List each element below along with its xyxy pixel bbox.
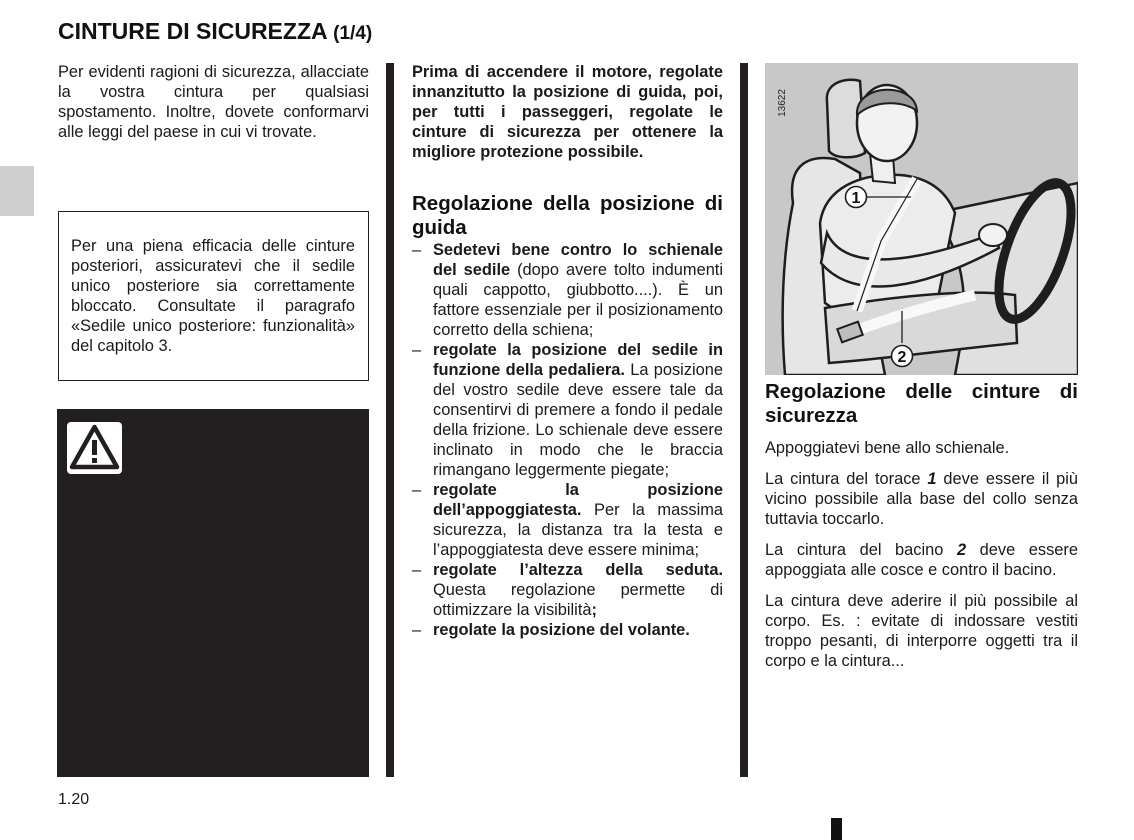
page-title	[58, 18, 372, 45]
column-driving-position	[412, 62, 723, 640]
paragraph-lean-back: Appoggiatevi bene allo schienale.	[765, 439, 1010, 457]
callout-label-1: 1	[851, 190, 861, 207]
column-divider-left	[386, 63, 394, 777]
warning-triangle-icon	[67, 422, 122, 474]
page-number: 1.20	[58, 791, 90, 808]
column-belt-adjustment	[765, 380, 1078, 682]
list-item: – Sedetevi bene contro lo schienale del sedile (dopo avere tolto indumenti quali cappotto, giubbotto....). È un fattore essenziale per il posizionamento corretto della schiena;	[412, 241, 723, 339]
section-tab	[0, 166, 34, 216]
paragraph-chest-belt: La cintura del torace 1 deve essere il più vicino possibile alla base del collo senza tuttavia toccarlo.	[765, 470, 1078, 528]
paragraph-lap-belt: La cintura del bacino 2 deve essere appoggiata alle cosce e contro il bacino.	[765, 541, 1078, 579]
figure-code: 13622	[777, 89, 788, 117]
title-text: CINTURE DI SICUREZZA	[58, 18, 327, 44]
column-divider-right	[740, 63, 748, 777]
column2-intro: Prima di accendere il motore, regolate innanzitutto la posizione di guida, poi, per tutti i passeggeri, regolate le cinture di sicurezza per ottenere la migliore protezione possibile.	[412, 63, 723, 161]
intro-paragraph: Per evidenti ragioni di sicurezza, allacciate la vostra cintura per qualsiasi spostamento. Inoltre, dovete conformarvi alle leggi del paese in cui vi trovate.	[58, 63, 369, 141]
list-item: – regolate la posizione dell’appoggiatesta. Per la massima sicurezza, la distanza tra la testa e l’appoggiatesta deve essere minima;	[412, 481, 723, 559]
list-item: – regolate la posizione del volante.	[412, 621, 690, 639]
warning-box	[57, 409, 369, 777]
seatbelt-illustration	[765, 63, 1078, 375]
title-page-indicator: (1/4)	[333, 23, 373, 44]
paragraph-belt-fit: La cintura deve aderire il più possibile al corpo. Es. : evitate di indossare vestiti troppo pesanti, di interporre oggetti tra il corpo e la cintura...	[765, 592, 1078, 670]
list-item: – regolate la posizione del sedile in funzione della pedaliera. La posizione del vostro sedile deve essere tale da consentirvi di premere a fondo il pedale della frizione. Lo schienale deve essere inclinato in modo che le braccia rimangano leggermente piegate;	[412, 341, 724, 479]
list-item: – regolate l’altezza della seduta. Questa regolazione permette di ottimizzare la visibilità;	[412, 561, 723, 619]
callout-label-2: 2	[897, 349, 907, 366]
instruction-list	[412, 240, 723, 640]
note-box	[58, 211, 369, 381]
driving-position-heading: Regolazione della posizione di guida	[412, 192, 723, 239]
note-text: Per una piena efficacia delle cinture posteriori, assicuratevi che il sedile unico posteriore sia correttamente bloccato. Consultate il paragrafo «Sedile unico posteriore: funzionalità» del capitolo 3.	[71, 237, 355, 355]
page-marker	[831, 818, 842, 840]
belt-adjustment-heading: Regolazione delle cinture di sicurezza	[765, 380, 1078, 427]
